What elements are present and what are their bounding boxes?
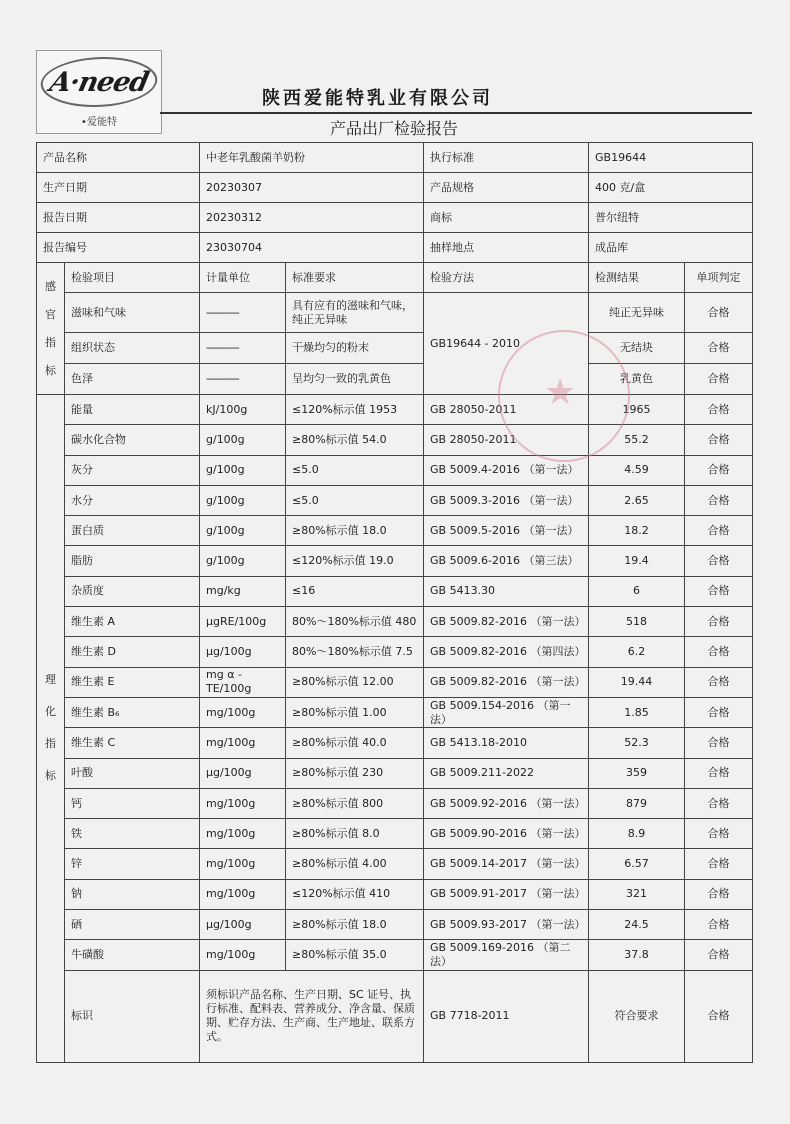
column-header-row [37, 263, 753, 293]
product-name-label: 产品名称 [37, 143, 200, 173]
sensory-method: GB19644 - 2010 [424, 293, 589, 395]
item-method: GB 28050-2011 [424, 395, 589, 425]
info-row [37, 173, 753, 203]
report-date-value: 20230312 [200, 203, 424, 233]
label-method: GB 7718-2011 [424, 970, 589, 1062]
item-name: 脂肪 [65, 546, 200, 576]
item-name: 杂质度 [65, 576, 200, 606]
item-unit: kJ/100g [200, 395, 286, 425]
item-method: GB 5413.18-2010 [424, 728, 589, 758]
header-result: 检测结果 [589, 263, 685, 293]
label-result: 符合要求 [589, 970, 685, 1062]
item-requirement: ≥80%标示值 35.0 [286, 940, 424, 970]
item-verdict: 合格 [685, 546, 753, 576]
item-result: 1965 [589, 395, 685, 425]
brand-value: 普尔纽特 [589, 203, 753, 233]
item-verdict: 合格 [685, 667, 753, 697]
item-verdict: 合格 [685, 910, 753, 940]
item-result: 24.5 [589, 910, 685, 940]
item-name: 碳水化合物 [65, 425, 200, 455]
product-name-value: 中老年乳酸菌羊奶粉 [200, 143, 424, 173]
seal-star-icon: ★ [544, 372, 577, 413]
item-requirement: ≥80%标示值 8.0 [286, 819, 424, 849]
item-unit: mg/100g [200, 819, 286, 849]
physchem-row [37, 607, 753, 637]
item-requirement: ≥80%标示值 12.00 [286, 667, 424, 697]
item-method: GB 5009.169-2016 （第二法） [424, 940, 589, 970]
item-verdict: 合格 [685, 455, 753, 485]
item-name: 锌 [65, 849, 200, 879]
item-requirement: ≥80%标示值 40.0 [286, 728, 424, 758]
item-name: 硒 [65, 910, 200, 940]
item-result: 1.85 [589, 697, 685, 727]
item-name: 钠 [65, 879, 200, 909]
item-result: 321 [589, 879, 685, 909]
item-result: 19.4 [589, 546, 685, 576]
physchem-row [37, 546, 753, 576]
item-name: 叶酸 [65, 758, 200, 788]
physchem-group-label: 理 化 指 标 [37, 395, 65, 1063]
item-requirement: ≤120%标示值 19.0 [286, 546, 424, 576]
item-verdict: 合格 [685, 395, 753, 425]
header-unit: 计量单位 [200, 263, 286, 293]
physchem-row [37, 516, 753, 546]
item-verdict: 合格 [685, 576, 753, 606]
logo-mark [36, 57, 163, 107]
item-name: 灰分 [65, 455, 200, 485]
item-method: GB 5009.4-2016 （第一法） [424, 455, 589, 485]
sensory-result: 无结块 [589, 333, 685, 364]
item-requirement: ≤5.0 [286, 455, 424, 485]
sampling-value: 成品库 [589, 233, 753, 263]
item-method: GB 5009.93-2017 （第一法） [424, 910, 589, 940]
sensory-item: 滋味和气味 [65, 293, 200, 333]
item-name: 能量 [65, 395, 200, 425]
sensory-result: 纯正无异味 [589, 293, 685, 333]
item-name: 维生素 A [65, 607, 200, 637]
report-number-value: 23030704 [200, 233, 424, 263]
item-unit: g/100g [200, 516, 286, 546]
label-requirement: 须标识产品名称、生产日期、SC 证号、执行标准、配料表、营养成分、净含量、保质期、贮存方法、生产商、生产地址、联系方式。 [200, 970, 424, 1062]
item-requirement: ≤120%标示值 410 [286, 879, 424, 909]
item-name: 钙 [65, 788, 200, 818]
logo-wordmark: A·need [47, 66, 151, 98]
label-row [37, 970, 753, 1062]
item-name: 水分 [65, 485, 200, 515]
item-unit: mg/100g [200, 879, 286, 909]
sensory-unit: ----------- [200, 293, 286, 333]
item-requirement: 80%～180%标示值 7.5 [286, 637, 424, 667]
item-unit: μgRE/100g [200, 607, 286, 637]
physchem-row [37, 697, 753, 727]
item-result: 6.57 [589, 849, 685, 879]
sensory-item: 组织状态 [65, 333, 200, 364]
item-result: 2.65 [589, 485, 685, 515]
item-requirement: ≥80%标示值 18.0 [286, 516, 424, 546]
item-unit: μg/100g [200, 758, 286, 788]
physchem-row [37, 576, 753, 606]
header-method: 检验方法 [424, 263, 589, 293]
sensory-requirement: 干燥均匀的粉末 [286, 333, 424, 364]
item-result: 6 [589, 576, 685, 606]
item-result: 6.2 [589, 637, 685, 667]
header-verdict: 单项判定 [685, 263, 753, 293]
sensory-verdict: 合格 [685, 293, 753, 333]
info-row [37, 143, 753, 173]
logo-subtitle: •爱能特 [81, 117, 117, 128]
item-requirement: ≥80%标示值 230 [286, 758, 424, 788]
physchem-row [37, 940, 753, 970]
sampling-label: 抽样地点 [424, 233, 589, 263]
item-verdict: 合格 [685, 849, 753, 879]
production-date-value: 20230307 [200, 173, 424, 203]
spec-value: 400 克/盒 [589, 173, 753, 203]
item-method: GB 5009.5-2016 （第一法） [424, 516, 589, 546]
item-method: GB 5009.91-2017 （第一法） [424, 879, 589, 909]
item-verdict: 合格 [685, 425, 753, 455]
physchem-row [37, 395, 753, 425]
item-unit: μg/100g [200, 910, 286, 940]
item-result: 19.44 [589, 667, 685, 697]
item-unit: mg/100g [200, 788, 286, 818]
company-name: 陕西爱能特乳业有限公司 [262, 88, 493, 109]
item-name: 蛋白质 [65, 516, 200, 546]
item-requirement: ≤120%标示值 1953 [286, 395, 424, 425]
item-method: GB 5009.82-2016 （第四法） [424, 637, 589, 667]
item-method: GB 5009.154-2016 （第一法） [424, 697, 589, 727]
sensory-unit: ----------- [200, 333, 286, 364]
info-row [37, 233, 753, 263]
item-result: 879 [589, 788, 685, 818]
company-logo [36, 50, 162, 134]
physchem-row [37, 849, 753, 879]
physchem-row [37, 879, 753, 909]
item-unit: mg/100g [200, 697, 286, 727]
item-result: 37.8 [589, 940, 685, 970]
item-requirement: ≤16 [286, 576, 424, 606]
item-verdict: 合格 [685, 819, 753, 849]
report-number-label: 报告编号 [37, 233, 200, 263]
item-verdict: 合格 [685, 485, 753, 515]
physchem-row [37, 485, 753, 515]
physchem-row [37, 425, 753, 455]
sensory-result: 乳黄色 [589, 364, 685, 395]
item-requirement: ≥80%标示值 54.0 [286, 425, 424, 455]
item-unit: mg/100g [200, 728, 286, 758]
header-divider [160, 112, 752, 114]
item-verdict: 合格 [685, 788, 753, 818]
item-unit: mg α -TE/100g [200, 667, 286, 697]
info-row [37, 203, 753, 233]
label-item: 标识 [65, 970, 200, 1062]
item-method: GB 5009.211-2022 [424, 758, 589, 788]
inspection-table [36, 142, 753, 1063]
sensory-verdict: 合格 [685, 333, 753, 364]
item-method: GB 5009.92-2016 （第一法） [424, 788, 589, 818]
item-method: GB 5009.3-2016 （第一法） [424, 485, 589, 515]
item-name: 维生素 B₆ [65, 697, 200, 727]
physchem-row [37, 455, 753, 485]
item-method: GB 5009.82-2016 （第一法） [424, 667, 589, 697]
item-method: GB 28050-2011 [424, 425, 589, 455]
physchem-row [37, 728, 753, 758]
item-result: 359 [589, 758, 685, 788]
physchem-row [37, 788, 753, 818]
item-unit: mg/kg [200, 576, 286, 606]
sensory-unit: ----------- [200, 364, 286, 395]
item-requirement: ≤5.0 [286, 485, 424, 515]
item-requirement: ≥80%标示值 4.00 [286, 849, 424, 879]
item-requirement: 80%～180%标示值 480 [286, 607, 424, 637]
item-requirement: ≥80%标示值 18.0 [286, 910, 424, 940]
label-verdict: 合格 [685, 970, 753, 1062]
item-verdict: 合格 [685, 637, 753, 667]
item-verdict: 合格 [685, 879, 753, 909]
item-result: 4.59 [589, 455, 685, 485]
brand-label: 商标 [424, 203, 589, 233]
report-title: 产品出厂检验报告 [330, 119, 459, 138]
physchem-row [37, 637, 753, 667]
item-verdict: 合格 [685, 940, 753, 970]
item-unit: g/100g [200, 425, 286, 455]
physchem-row [37, 910, 753, 940]
physchem-row [37, 819, 753, 849]
production-date-label: 生产日期 [37, 173, 200, 203]
report-date-label: 报告日期 [37, 203, 200, 233]
item-result: 55.2 [589, 425, 685, 455]
item-unit: g/100g [200, 546, 286, 576]
item-requirement: ≥80%标示值 1.00 [286, 697, 424, 727]
item-name: 维生素 E [65, 667, 200, 697]
item-method: GB 5413.30 [424, 576, 589, 606]
sensory-group-label: 感 官 指 标 [37, 263, 65, 395]
item-name: 牛磺酸 [65, 940, 200, 970]
item-unit: g/100g [200, 455, 286, 485]
standard-value: GB19644 [589, 143, 753, 173]
item-method: GB 5009.6-2016 （第三法） [424, 546, 589, 576]
item-verdict: 合格 [685, 728, 753, 758]
sensory-item: 色泽 [65, 364, 200, 395]
header-requirement: 标准要求 [286, 263, 424, 293]
item-unit: mg/100g [200, 940, 286, 970]
item-unit: g/100g [200, 485, 286, 515]
item-name: 维生素 C [65, 728, 200, 758]
item-verdict: 合格 [685, 758, 753, 788]
item-result: 18.2 [589, 516, 685, 546]
sensory-row [37, 293, 753, 333]
item-result: 518 [589, 607, 685, 637]
standard-label: 执行标准 [424, 143, 589, 173]
item-result: 8.9 [589, 819, 685, 849]
item-name: 维生素 D [65, 637, 200, 667]
item-verdict: 合格 [685, 697, 753, 727]
sensory-requirement: 呈均匀一致的乳黄色 [286, 364, 424, 395]
item-verdict: 合格 [685, 516, 753, 546]
sensory-row [37, 364, 753, 395]
header-item: 检验项目 [65, 263, 200, 293]
item-unit: mg/100g [200, 849, 286, 879]
item-unit: μg/100g [200, 637, 286, 667]
item-method: GB 5009.82-2016 （第一法） [424, 607, 589, 637]
spec-label: 产品规格 [424, 173, 589, 203]
sensory-verdict: 合格 [685, 364, 753, 395]
item-method: GB 5009.14-2017 （第一法） [424, 849, 589, 879]
item-requirement: ≥80%标示值 800 [286, 788, 424, 818]
sensory-requirement: 具有应有的滋味和气味，纯正无异味 [286, 293, 424, 333]
item-result: 52.3 [589, 728, 685, 758]
item-verdict: 合格 [685, 607, 753, 637]
sensory-row [37, 333, 753, 364]
physchem-row [37, 667, 753, 697]
physchem-row [37, 758, 753, 788]
item-method: GB 5009.90-2016 （第一法） [424, 819, 589, 849]
item-name: 铁 [65, 819, 200, 849]
